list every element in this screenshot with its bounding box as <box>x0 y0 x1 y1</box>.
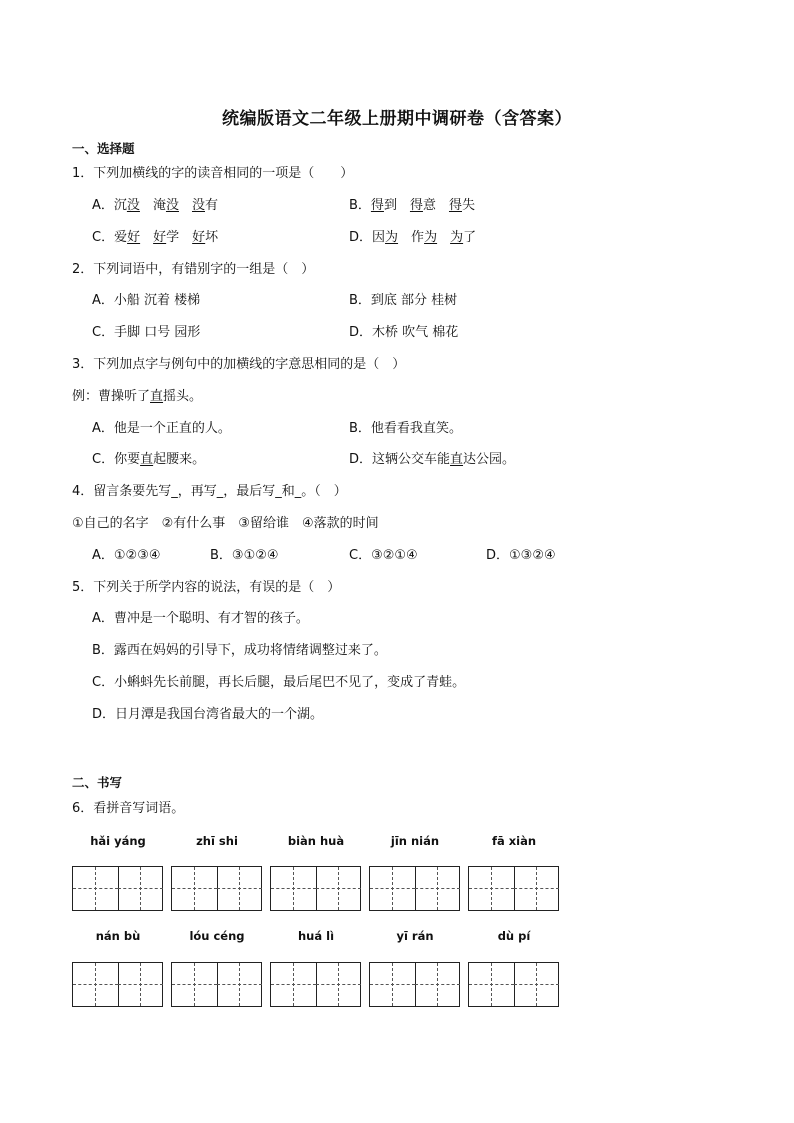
writing-grid-box[interactable] <box>468 866 559 911</box>
writing-grid-box[interactable] <box>270 962 361 1007</box>
q4-items: ①自己的名字 ②有什么事 ③留给谁 ④落款的时间 <box>72 516 379 531</box>
q4-option-a: A．①②③④ <box>92 548 161 563</box>
pinyin-label: zhī shi <box>196 834 238 848</box>
q4-option-d: D．①③②④ <box>486 548 556 563</box>
q4-option-c: C．③②①④ <box>349 548 418 563</box>
writing-grid-box[interactable] <box>171 962 262 1007</box>
pinyin-label: dù pí <box>497 929 531 943</box>
writing-grid-box[interactable] <box>270 866 361 911</box>
q3-option-d: D．这辆公交车能直达公园。 <box>349 452 516 467</box>
pinyin-label: huá lì <box>297 929 335 943</box>
question-5-stem: 5．下列关于所学内容的说法，有误的是（ ） <box>72 580 341 595</box>
question-3-stem: 3．下列加点字与例句中的加横线的字意思相同的是（ ） <box>72 357 406 372</box>
page-title: 统编版语文二年级上册期中调研卷（含答案） <box>222 109 572 129</box>
pinyin-label: nán bù <box>95 929 141 943</box>
q5-option-d: D．日月潭是我国台湾省最大的一个湖。 <box>92 707 324 722</box>
q5-option-b: B．露西在妈妈的引导下，成功将情绪调整过来了。 <box>92 643 387 658</box>
q1-option-d: D．因为 作为 为了 <box>349 230 477 245</box>
pinyin-label: biàn huà <box>287 834 345 848</box>
pinyin-label: lóu céng <box>189 929 245 943</box>
question-2-stem: 2．下列词语中，有错别字的一组是（ ） <box>72 262 315 277</box>
writing-grid-box[interactable] <box>369 962 460 1007</box>
q2-option-a: A．小船 沉着 楼梯 <box>92 293 201 308</box>
q5-option-a: A．曹冲是一个聪明、有才智的孩子。 <box>92 611 309 626</box>
q2-option-b: B．到底 部分 桂树 <box>349 293 458 308</box>
question-6-stem: 6．看拼音写词语。 <box>72 801 185 816</box>
question-4-stem: 4．留言条要先写_，再写_，最后写_和_。（ ） <box>72 484 347 499</box>
section-writing-heading: 二、书写 <box>72 775 123 790</box>
pinyin-label: hǎi yáng <box>90 834 146 848</box>
writing-grid-box[interactable] <box>72 866 163 911</box>
q3-option-b: B．他看看我直笑。 <box>349 421 462 436</box>
q1-option-a: A．沉没 淹没 没有 <box>92 198 219 213</box>
question-1-stem: 1．下列加横线的字的读音相同的一项是（ ） <box>72 166 354 181</box>
writing-grid-box[interactable] <box>468 962 559 1007</box>
q3-example: 例：曹操听了直摇头。 <box>72 389 203 404</box>
writing-grid-box[interactable] <box>72 962 163 1007</box>
q1-option-c: C．爱好 好学 好坏 <box>92 230 219 245</box>
q5-option-c: C．小蝌蚪先长前腿，再长后腿，最后尾巴不见了，变成了青蛙。 <box>92 675 466 690</box>
writing-grid-box[interactable] <box>369 866 460 911</box>
q1-option-b: B．得到 得意 得失 <box>349 198 476 213</box>
q3-option-a: A．他是一个正直的人。 <box>92 421 231 436</box>
q2-option-d: D．木桥 吹气 棉花 <box>349 325 459 340</box>
q3-option-c: C．你要直起腰来。 <box>92 452 206 467</box>
q4-option-b: B．③①②④ <box>210 548 279 563</box>
writing-grid-box[interactable] <box>171 866 262 911</box>
pinyin-label: yī rán <box>396 929 434 943</box>
pinyin-label: fā xiàn <box>491 834 537 848</box>
section-choice-heading: 一、选择题 <box>72 141 135 156</box>
pinyin-label: jīn nián <box>390 834 440 848</box>
q2-option-c: C．手脚 口号 园形 <box>92 325 201 340</box>
